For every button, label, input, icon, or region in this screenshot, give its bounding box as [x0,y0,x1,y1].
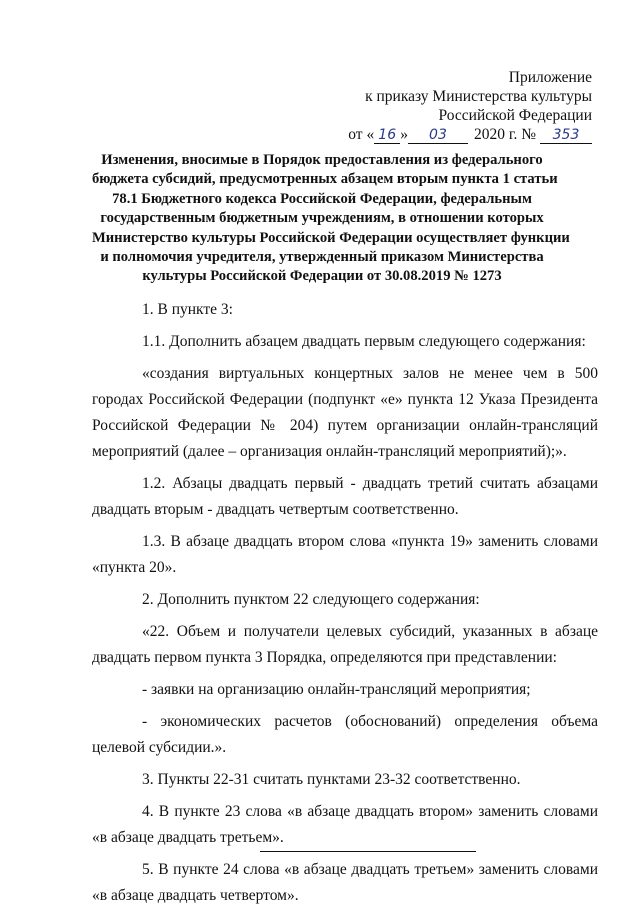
paragraph: 5. В пункте 24 слова «в абзаце двадцать третьем» заменить словами «в абзаце двадцать четвертом». [92,861,598,904]
document-title [92,151,570,287]
paragraph: «создания виртуальных концертных залов не менее чем в 500 городах Российской Федерации (подпункт «е» пункта 12 Указа Президента Российской Федерации № 204) путем организации онлайн-трансляций мероприятий (далее – организация онлайн-трансляций мероприятий);». [92,365,598,460]
paragraph: 1. В пункте 3: [142,301,233,318]
paragraph: 1.1. Дополнить абзацем двадцать первым следующего содержания: [142,333,586,350]
title-line: культуры Российской Федерации от 30.08.2019 № 1273 [142,268,502,285]
paragraph: - заявки на организацию онлайн-трансляций мероприятия; [142,681,531,698]
title-line: государственным бюджетным учреждениям, в отношении которых [100,210,544,227]
appendix-date-line [348,125,592,144]
appendix-federation: Российской Федерации [438,107,592,124]
title-line: Министерство культуры Российской Федерации осуществляет функции [92,229,570,246]
closing-rule [260,851,476,852]
appendix-label: Приложение [508,69,592,86]
date-month-handwritten: 03 [408,127,468,144]
date-day-handwritten: 16 [374,127,400,144]
title-line: Изменения, вносимые в Порядок предоставления из федерального [101,152,543,168]
date-mid: » [400,126,408,143]
paragraph: - экономических расчетов (обоснований) определения объема целевой субсидии.». [92,713,598,756]
title-line: 78.1 Бюджетного кодекса Российской Федерации, федеральным [112,190,532,207]
date-year: 2020 г. № [473,126,536,143]
paragraph: «22. Объем и получатели целевых субсидий, указанных в абзаце двадцать первом пункта 3 Порядка, определяются при представлении: [92,623,598,666]
order-number-handwritten: 353 [540,127,592,144]
title-line: и полномочия учредителя, утвержденный приказом Министерства [100,249,544,266]
appendix-block [292,68,592,144]
paragraph: 2. Дополнить пунктом 22 следующего содержания: [142,591,480,608]
title-line: бюджета субсидий, предусмотренных абзацем вторым пункта 1 статьи [92,171,558,188]
paragraph: 4. В пункте 23 слова «в абзаце двадцать втором» заменить словами «в абзаце двадцать третьем». [92,803,598,846]
paragraph: 3. Пункты 22-31 считать пунктами 23-32 соответственно. [142,771,521,788]
paragraph: 1.3. В абзаце двадцать втором слова «пункта 19» заменить словами «пункта 20». [92,533,598,576]
document-body [92,297,598,909]
appendix-order-ref: к приказу Министерства культуры [365,88,592,105]
paragraph: 1.2. Абзацы двадцать первый - двадцать третий считать абзацами двадцать вторым - двадцать четвертым соответственно. [92,475,598,518]
date-prefix: от « [348,126,375,143]
